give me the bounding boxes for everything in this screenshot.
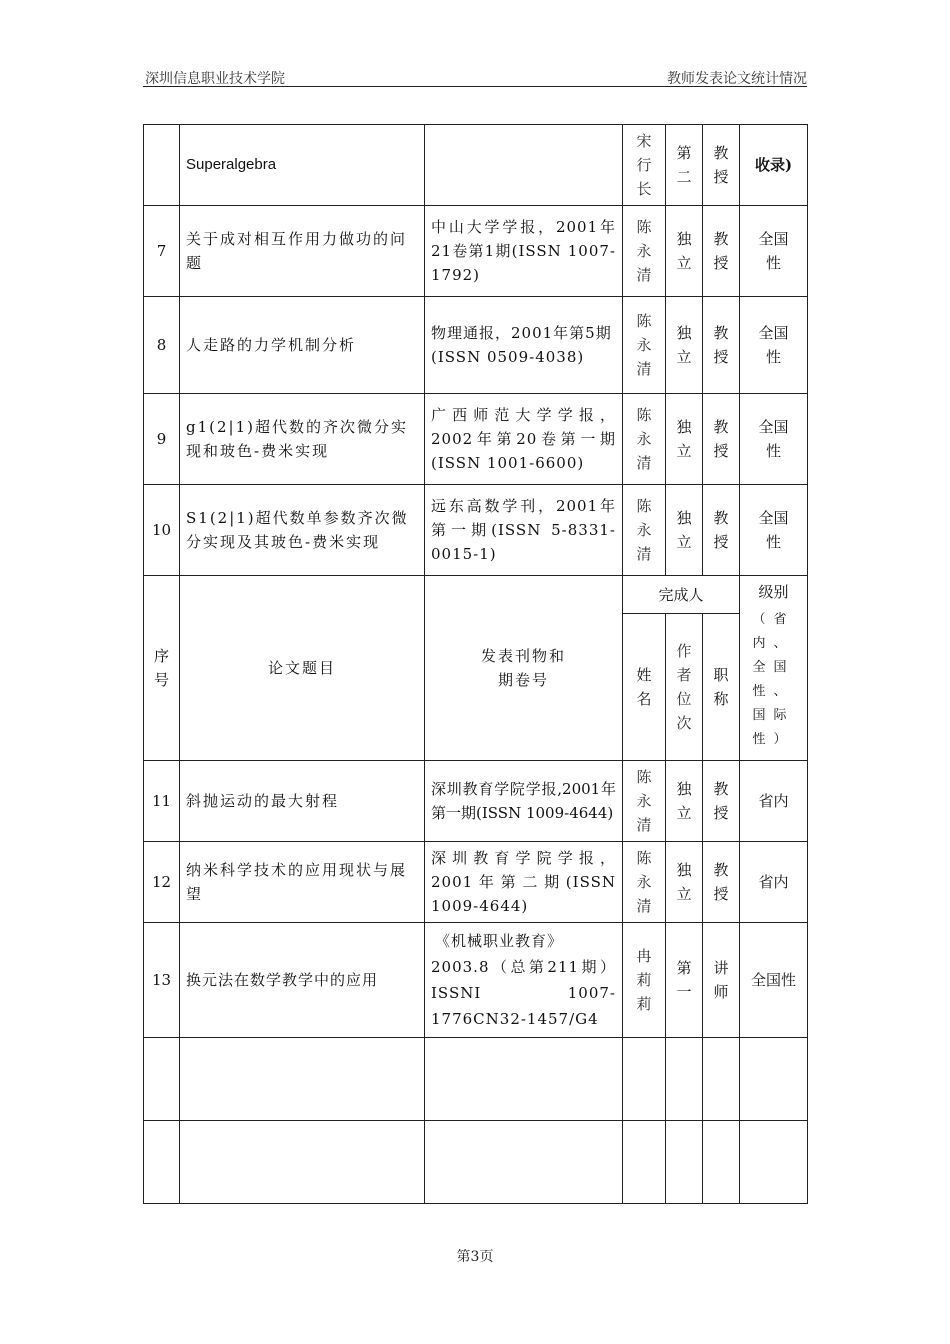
empty-cell — [623, 1121, 666, 1204]
table-row-empty — [144, 1038, 808, 1121]
paper-journal — [425, 125, 623, 206]
header-position: 职称 — [703, 614, 740, 761]
paper-level: 收录) — [740, 125, 808, 206]
row-number: 8 — [144, 297, 180, 394]
page-header — [143, 66, 807, 87]
paper-title: 关于成对相互作用力做功的问题 — [180, 206, 425, 297]
author-rank: 独立 — [666, 297, 703, 394]
author-position: 讲师 — [703, 923, 740, 1038]
paper-level: 省内 — [740, 842, 808, 923]
row-number — [144, 125, 180, 206]
table-row — [144, 485, 808, 576]
empty-cell — [180, 1038, 425, 1121]
paper-journal: 深圳教育学院学报,2001年第一期(ISSN 1009-4644) — [425, 761, 623, 842]
table-row — [144, 761, 808, 842]
author-name: 冉莉莉 — [623, 923, 666, 1038]
empty-cell — [666, 1038, 703, 1121]
table-row — [144, 125, 808, 206]
header-author-rank: 作者位次 — [666, 614, 703, 761]
paper-title: 斜抛运动的最大射程 — [180, 761, 425, 842]
page-number: 第3页 — [456, 1249, 494, 1265]
empty-cell — [180, 1121, 425, 1204]
table-row — [144, 206, 808, 297]
paper-level: 省内 — [740, 761, 808, 842]
author-position: 教授 — [703, 394, 740, 485]
paper-title: 纳米科学技术的应用现状与展望 — [180, 842, 425, 923]
header-institution: 深圳信息职业技术学院 — [145, 71, 285, 87]
journal-line: 物理通报，2001年第5期 — [431, 324, 612, 342]
header-seq: 序号 — [144, 576, 180, 761]
header-completed-by: 完成人 — [623, 576, 740, 614]
author-position: 教授 — [703, 761, 740, 842]
table-row — [144, 394, 808, 485]
header-level-label: 级别 — [758, 583, 789, 601]
empty-cell — [740, 1038, 808, 1121]
author-name: 陈永清 — [623, 394, 666, 485]
journal-line: 《机械职业教育》 — [435, 932, 564, 950]
paper-journal: 远东高数学刊，2001年第一期(ISSN 5-8331-0015-1) — [425, 485, 623, 576]
row-number: 7 — [144, 206, 180, 297]
author-position: 教授 — [703, 297, 740, 394]
paper-level: 全国性 — [740, 206, 808, 297]
author-rank: 独立 — [666, 394, 703, 485]
table-header-row — [144, 576, 808, 614]
paper-level: 全国性 — [740, 485, 808, 576]
author-rank: 独立 — [666, 485, 703, 576]
author-position: 教授 — [703, 842, 740, 923]
journal-issn: (ISSN 0509-4038) — [431, 348, 585, 366]
author-position: 教授 — [703, 485, 740, 576]
empty-cell — [425, 1038, 623, 1121]
papers-table — [143, 124, 808, 1204]
paper-title: g1(2|1)超代数的齐次微分实现和玻色-费米实现 — [180, 394, 425, 485]
header-journal-line2: 期卷号 — [497, 671, 549, 689]
table-row — [144, 297, 808, 394]
empty-cell — [740, 1121, 808, 1204]
table-row — [144, 842, 808, 923]
row-number: 12 — [144, 842, 180, 923]
empty-cell — [623, 1038, 666, 1121]
empty-cell — [425, 1121, 623, 1204]
row-number: 10 — [144, 485, 180, 576]
table-row-empty — [144, 1121, 808, 1204]
paper-title: Superalgebra — [180, 125, 425, 206]
row-number: 13 — [144, 923, 180, 1038]
header-journal — [425, 576, 623, 761]
row-number: 9 — [144, 394, 180, 485]
author-name: 宋行长 — [623, 125, 666, 206]
author-name: 陈永清 — [623, 206, 666, 297]
paper-journal — [425, 923, 623, 1038]
author-rank: 第二 — [666, 125, 703, 206]
empty-cell — [703, 1038, 740, 1121]
paper-title: S1(2|1)超代数单参数齐次微分实现及其玻色-费米实现 — [180, 485, 425, 576]
author-position: 教授 — [703, 206, 740, 297]
empty-cell — [703, 1121, 740, 1204]
paper-journal: 广西师范大学学报，2002年第20卷第一期(ISSN 1001-6600) — [425, 394, 623, 485]
header-level — [740, 576, 808, 761]
header-level-note: （省内、全国性、国际性） — [752, 612, 795, 747]
header-name: 姓名 — [623, 614, 666, 761]
author-name: 陈永清 — [623, 297, 666, 394]
paper-level: 全国性 — [740, 923, 808, 1038]
paper-journal: 中山大学学报，2001年21卷第1期(ISSN 1007-1792) — [425, 206, 623, 297]
header-document-title: 教师发表论文统计情况 — [667, 71, 807, 87]
author-name: 陈永清 — [623, 485, 666, 576]
table-row — [144, 923, 808, 1038]
header-journal-line1: 发表刊物和 — [480, 647, 566, 665]
paper-journal — [425, 297, 623, 394]
author-rank: 第一 — [666, 923, 703, 1038]
author-rank: 独立 — [666, 842, 703, 923]
author-name: 陈永清 — [623, 842, 666, 923]
empty-cell — [144, 1121, 180, 1204]
author-rank: 独立 — [666, 206, 703, 297]
author-rank: 独立 — [666, 761, 703, 842]
journal-issn: 2003.8（总第211期）ISSNI 1007-1776CN32-1457/G4 — [431, 958, 616, 1028]
paper-title: 人走路的力学机制分析 — [180, 297, 425, 394]
empty-cell — [666, 1121, 703, 1204]
paper-level: 全国性 — [740, 297, 808, 394]
header-title: 论文题目 — [180, 576, 425, 761]
paper-title: 换元法在数学教学中的应用 — [180, 923, 425, 1038]
paper-level: 全国性 — [740, 394, 808, 485]
row-number: 11 — [144, 761, 180, 842]
author-name: 陈永清 — [623, 761, 666, 842]
paper-journal: 深圳教育学院学报，2001年第二期(ISSN 1009-4644) — [425, 842, 623, 923]
author-position: 教授 — [703, 125, 740, 206]
empty-cell — [144, 1038, 180, 1121]
